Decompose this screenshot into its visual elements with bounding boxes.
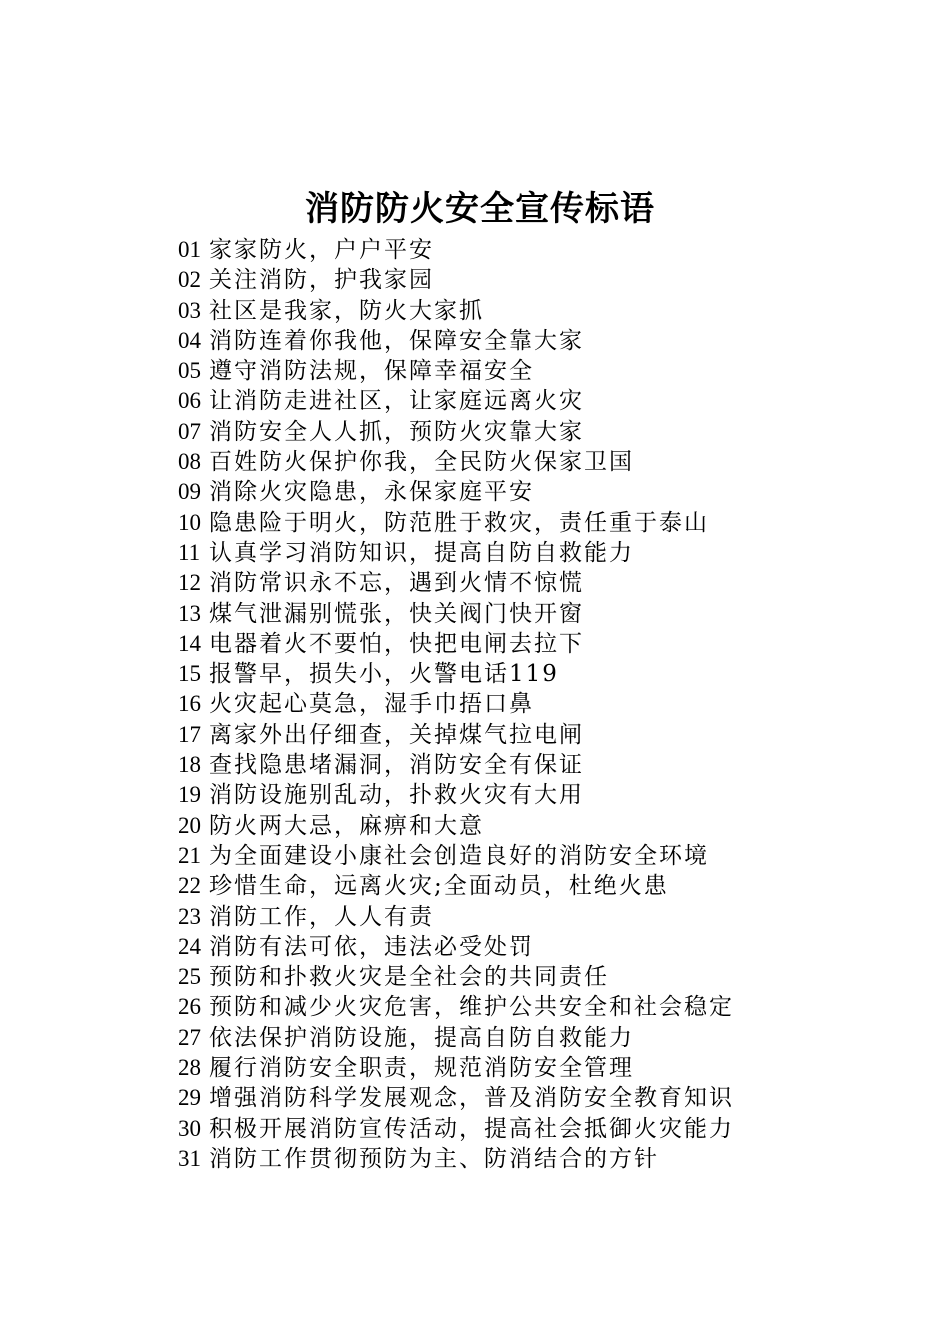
slogan-text: 预防和减少火灾危害，维护公共安全和社会稳定: [209, 994, 734, 1021]
slogan-number: 08: [178, 449, 201, 475]
slogan-text: 关注消防，护我家园: [209, 267, 434, 294]
slogan-number: 04: [178, 327, 201, 353]
list-item: [178, 356, 878, 386]
slogan-text: 消防设施别乱动，扑救火灾有大用: [209, 782, 584, 809]
slogan-text: 消防有法可依，违法必受处罚: [209, 933, 534, 960]
list-item: [178, 477, 878, 507]
list-item: [178, 629, 878, 659]
list-item: [178, 659, 878, 689]
slogan-text: 离家外出仔细查，关掉煤气拉电闸: [209, 721, 584, 748]
slogan-number: 13: [178, 600, 201, 626]
slogan-list: [178, 235, 878, 1174]
slogan-text: 防火两大忌，麻痹和大意: [209, 812, 484, 839]
slogan-text: 遵守消防法规，保障幸福安全: [209, 358, 534, 385]
list-item: [178, 962, 878, 992]
list-item: [178, 326, 878, 356]
slogan-number: 21: [178, 842, 201, 868]
list-item: [178, 235, 878, 265]
list-item: [178, 1053, 878, 1083]
slogan-text: 履行消防安全职责，规范消防安全管理: [209, 1055, 634, 1082]
list-item: [178, 508, 878, 538]
slogan-number: 30: [178, 1115, 201, 1141]
page-title: 消防防火安全宣传标语: [305, 189, 655, 229]
slogan-number: 02: [178, 267, 201, 293]
slogan-text: 电器着火不要怕，快把电闸去拉下: [209, 630, 584, 657]
list-item: [178, 296, 878, 326]
slogan-number: 24: [178, 933, 201, 959]
slogan-number: 22: [178, 873, 201, 899]
slogan-number: 31: [178, 1145, 201, 1171]
slogan-number: 29: [178, 1085, 201, 1111]
list-item: [178, 811, 878, 841]
slogan-text: 消除火灾隐患，永保家庭平安: [209, 479, 534, 506]
slogan-text: 增强消防科学发展观念，普及消防安全教育知识: [209, 1085, 734, 1112]
list-item: [178, 265, 878, 295]
slogan-text: 为全面建设小康社会创造良好的消防安全环境: [209, 842, 709, 869]
slogan-number: 20: [178, 812, 201, 838]
list-item: [178, 417, 878, 447]
slogan-text: 社区是我家，防火大家抓: [209, 297, 484, 324]
slogan-number: 09: [178, 479, 201, 505]
slogan-number: 07: [178, 418, 201, 444]
slogan-number: 06: [178, 388, 201, 414]
slogan-text: 消防连着你我他，保障安全靠大家: [209, 327, 584, 354]
list-item: [178, 386, 878, 416]
slogan-text: 报警早，损失小，火警电话119: [209, 661, 559, 688]
list-item: [178, 780, 878, 810]
list-item: [178, 568, 878, 598]
slogan-text: 预防和扑救火灾是全社会的共同责任: [209, 964, 609, 991]
slogan-number: 12: [178, 570, 201, 596]
list-item: [178, 1144, 878, 1174]
slogan-text: 火灾起心莫急，湿手巾捂口鼻: [209, 691, 534, 718]
slogan-number: 19: [178, 782, 201, 808]
list-item: [178, 841, 878, 871]
slogan-text: 百姓防火保护你我，全民防火保家卫国: [209, 449, 634, 476]
slogan-text: 珍惜生命，远离火灾;全面动员，杜绝火患: [209, 873, 669, 900]
list-item: [178, 720, 878, 750]
list-item: [178, 447, 878, 477]
slogan-number: 26: [178, 994, 201, 1020]
slogan-text: 认真学习消防知识，提高自防自救能力: [209, 539, 634, 566]
slogan-text: 消防工作，人人有责: [209, 903, 434, 930]
slogan-number: 23: [178, 903, 201, 929]
slogan-number: 14: [178, 630, 201, 656]
slogan-number: 03: [178, 297, 201, 323]
slogan-text: 煤气泄漏别慌张，快关阀门快开窗: [209, 600, 584, 627]
slogan-text: 查找隐患堵漏洞，消防安全有保证: [209, 752, 584, 779]
slogan-number: 10: [178, 509, 201, 535]
slogan-text: 消防安全人人抓，预防火灾靠大家: [209, 418, 584, 445]
slogan-number: 01: [178, 237, 201, 262]
slogan-number: 25: [178, 964, 201, 990]
list-item: [178, 689, 878, 719]
slogan-text: 让消防走进社区，让家庭远离火灾: [209, 388, 584, 415]
list-item: [178, 538, 878, 568]
slogan-number: 18: [178, 752, 201, 778]
list-item: [178, 599, 878, 629]
slogan-text: 隐患险于明火，防范胜于救灾，责任重于泰山: [209, 509, 709, 536]
slogan-number: 05: [178, 358, 201, 384]
slogan-number: 15: [178, 661, 201, 687]
list-item: [178, 1114, 878, 1144]
list-item: [178, 992, 878, 1022]
list-item: [178, 1023, 878, 1053]
slogan-number: 16: [178, 691, 201, 717]
slogan-text: 消防常识永不忘，遇到火情不惊慌: [209, 570, 584, 597]
list-item: [178, 1083, 878, 1113]
list-item: [178, 871, 878, 901]
slogan-number: 17: [178, 721, 201, 747]
list-item: [178, 902, 878, 932]
slogan-text: 家家防火，户户平安: [209, 237, 434, 263]
slogan-number: 11: [178, 539, 201, 565]
slogan-text: 依法保护消防设施，提高自防自救能力: [209, 1024, 634, 1051]
list-item: [178, 750, 878, 780]
slogan-text: 消防工作贯彻预防为主、防消结合的方针: [209, 1145, 659, 1172]
slogan-number: 28: [178, 1055, 201, 1081]
slogan-text: 积极开展消防宣传活动，提高社会抵御火灾能力: [209, 1115, 734, 1142]
slogan-number: 27: [178, 1024, 201, 1050]
list-item: [178, 932, 878, 962]
